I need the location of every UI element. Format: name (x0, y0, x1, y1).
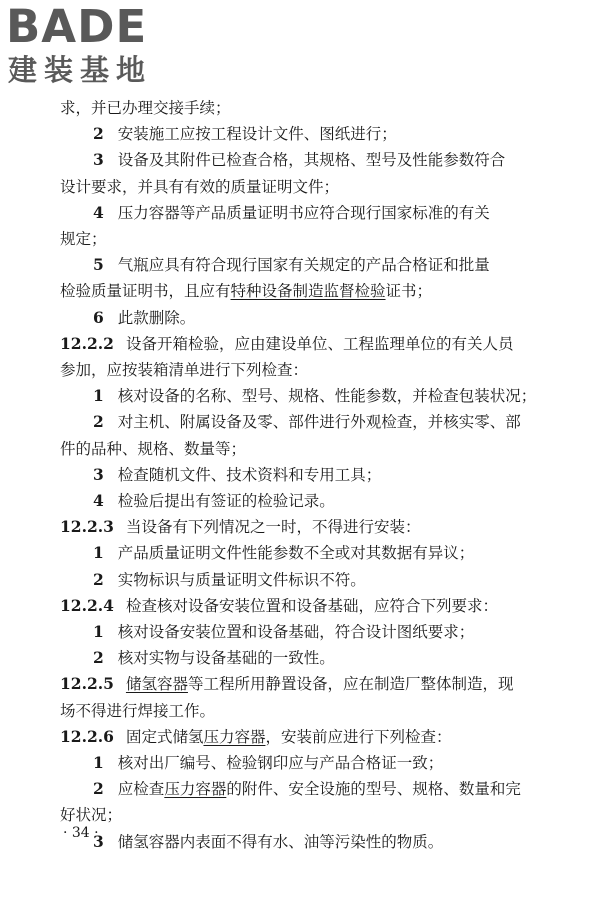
item-number: 1 (93, 386, 104, 406)
line-text: 对主机、附属设备及零、部件进行外观检查，并核实零、部 (117, 413, 521, 432)
item-number: 2 (93, 779, 104, 799)
item-number: 2 (93, 569, 104, 589)
line-text: 件的品种、规格、数量等； (60, 439, 247, 458)
list-item-line (60, 385, 536, 407)
line-text: 核对设备的名称、型号、规格、性能参数，并检查包装状况； (117, 387, 537, 406)
continuation-line (60, 97, 231, 119)
clause-line (60, 516, 420, 538)
list-item-line (60, 307, 195, 329)
line-text-after: 的附件、安全设施的型号、规格、数量和完 (226, 780, 521, 799)
line-text-after: 证书； (385, 282, 433, 301)
clause-line (60, 726, 451, 748)
underlined-term: 特种设备制造监督检验 (230, 282, 386, 301)
list-item-line (60, 202, 490, 224)
line-text: 核对出厂编号、检验钢印应与产品合格证一致； (117, 754, 444, 772)
line-text: 检验后提出有签证的检验记录。 (117, 492, 335, 510)
line-text: 实物标识与质量证明文件标识不符。 (117, 570, 366, 589)
line-text: 当设备有下列情况之一时，不得进行安装： (125, 518, 421, 537)
continuation-line (60, 700, 215, 722)
line-text: 储氢容器内表面不得有水、油等污染性的物质。 (117, 832, 444, 851)
underlined-term: 压力容器 (164, 780, 227, 799)
clause-number: 12.2.3 (60, 517, 114, 537)
logo-brand: BADE (6, 0, 148, 53)
line-text: 检验质量证明书，且应有 (60, 282, 231, 301)
list-item-line (60, 621, 474, 643)
line-text: 设计要求，并具有有效的质量证明文件； (60, 177, 340, 196)
line-text: 检查随机文件、技术资料和专用工具； (117, 465, 382, 484)
line-text: 产品质量证明文件性能参数不全或对其数据有异议； (117, 544, 475, 563)
line-text-after: ，安装前应进行下列检查： (265, 727, 452, 746)
item-number: 3 (93, 150, 104, 170)
continuation-line (60, 176, 339, 198)
clause-number: 12.2.4 (60, 595, 114, 615)
underlined-term: 压力容器 (203, 727, 266, 746)
line-text: 压力容器等产品质量证明书应符合现行国家标准的有关 (117, 203, 490, 222)
list-item-line (60, 569, 366, 591)
item-number: 2 (93, 412, 104, 432)
item-number: 1 (93, 622, 104, 641)
item-number: 3 (93, 831, 104, 851)
item-number: 2 (93, 124, 104, 144)
list-item-line (60, 490, 335, 512)
item-number: 1 (93, 753, 104, 772)
clause-line (60, 595, 498, 617)
item-number: 1 (93, 543, 104, 563)
line-text: 参加，应按装箱清单进行下列检查： (60, 361, 309, 379)
item-number: 5 (93, 255, 104, 275)
list-item-line (60, 831, 443, 853)
item-number: 4 (93, 491, 104, 510)
continuation-line (60, 438, 246, 460)
line-text: 安装施工应按工程设计文件、图纸进行； (117, 125, 397, 144)
clause-number: 12.2.6 (60, 726, 114, 746)
list-item-line (60, 542, 474, 564)
line-text: 设备及其附件已检查合格，其规格、型号及性能参数符合 (117, 151, 506, 170)
item-number: 2 (93, 648, 104, 668)
list-item-line (60, 149, 505, 171)
item-number: 3 (93, 464, 104, 484)
list-item-line (60, 123, 397, 145)
line-text: 核对设备安装位置和设备基础，符合设计图纸要求； (117, 623, 475, 641)
line-text: 气瓶应具有符合现行国家有关规定的产品合格证和批量 (117, 256, 490, 275)
line-text: 求，并已办理交接手续； (60, 99, 231, 117)
line-text: 设备开箱检验，应由建设单位、工程监理单位的有关人员 (125, 334, 514, 353)
clause-line (60, 673, 513, 695)
list-item-line (60, 647, 335, 669)
line-text: 场不得进行焊接工作。 (60, 701, 216, 720)
clause-line (60, 333, 513, 355)
line-text: 固定式储氢 (125, 727, 204, 746)
continuation-line (60, 228, 107, 250)
continuation-line (60, 359, 308, 381)
list-item-line (60, 411, 521, 433)
list-item-line (60, 752, 443, 774)
clause-number: 12.2.5 (60, 674, 114, 694)
line-text: 此款删除。 (117, 308, 196, 327)
line-text: 规定； (60, 230, 107, 248)
logo-tagline: 建装基地 (8, 53, 153, 87)
item-number: 6 (93, 307, 104, 327)
item-number: 4 (93, 202, 104, 222)
line-text: 检查核对设备安装位置和设备基础，应符合下列要求： (125, 596, 498, 615)
underlined-term: 储氢容器 (125, 675, 188, 694)
line-text: 好状况； (60, 806, 123, 825)
list-item-line (60, 464, 381, 486)
list-item-line (60, 254, 490, 276)
line-text: 应检查 (117, 780, 165, 799)
line-text-after: 等工程所用静置设备，应在制造厂整体制造，现 (187, 675, 514, 694)
page-number: · 34 · (63, 825, 99, 841)
line-text: 核对实物与设备基础的一致性。 (117, 649, 335, 668)
clause-number: 12.2.2 (60, 333, 114, 353)
bade-logo (6, 2, 181, 90)
continuation-line (60, 280, 432, 302)
list-item-line (60, 778, 521, 800)
